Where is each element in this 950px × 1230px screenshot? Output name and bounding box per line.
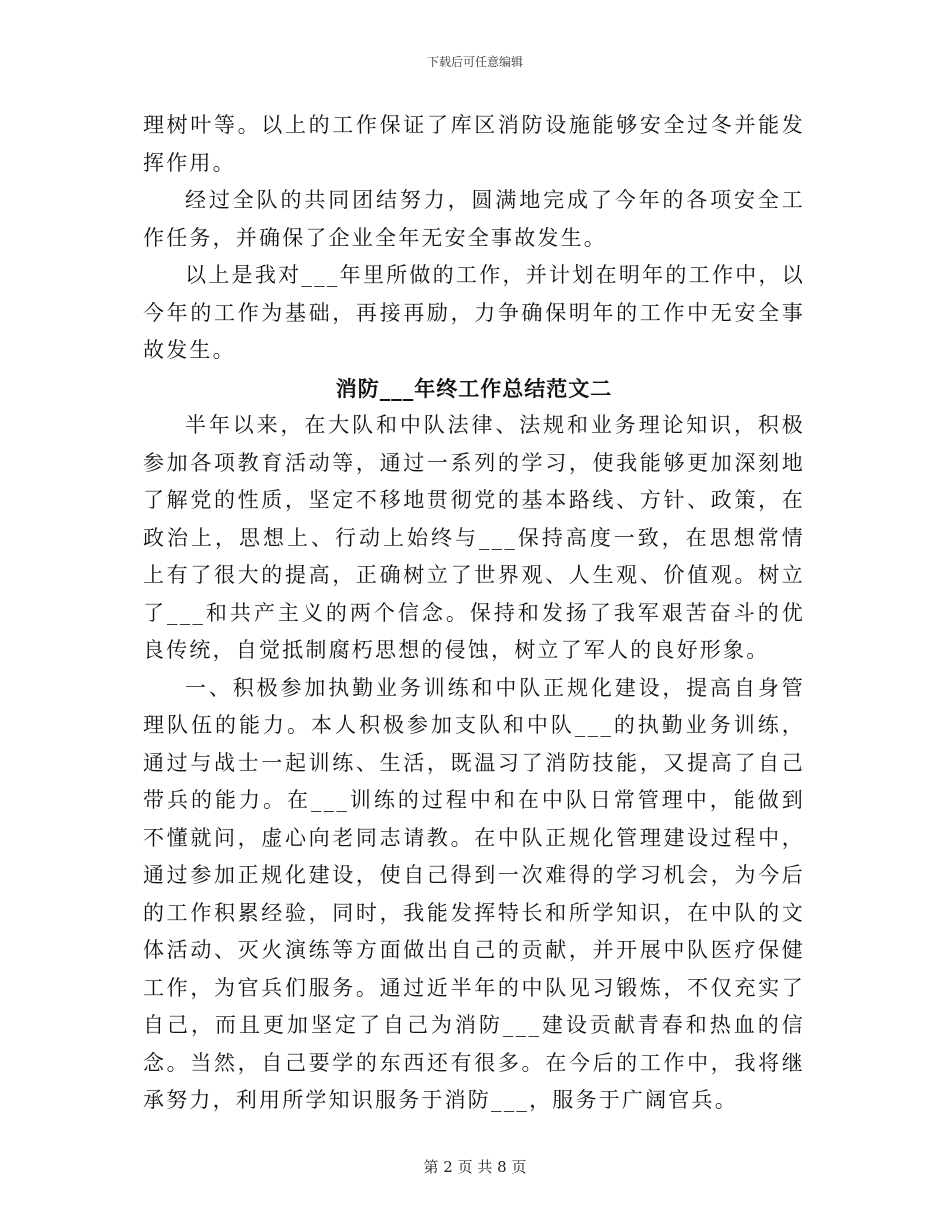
page-number: 第 2 页 共 8 页	[423, 1158, 527, 1176]
section-title: 消防___年终工作总结范文二	[335, 375, 613, 401]
paragraph-team-effort: 经过全队的共同团结努力，圆满地完成了今年的各项安全工作任务，并确保了企业全年无安全事故发生。	[143, 188, 805, 250]
paragraph-summary: 以上是我对___年里所做的工作，并计划在明年的工作中，以今年的工作为基础，再接再励，力争确保明年的工作中无安全事故发生。	[143, 263, 805, 362]
document-body	[143, 107, 805, 1120]
paragraph-continuation: 理树叶等。以上的工作保证了库区消防设施能够安全过冬并能发挥作用。	[143, 113, 805, 175]
paragraph-political-study: 半年以来，在大队和中队法律、法规和业务理论知识，积极参加各项教育活动等，通过一系列的学习，使我能够更加深刻地了解党的性质，坚定不移地贯彻党的基本路线、方针、政策，在政治上，思想上、行动上始终与___保持高度一致，在思想常情上有了很大的提高，正确树立了世界观、人生观、价值观。树立了___和共产主义的两个信念。保持和发扬了我军艰苦奋斗的优良传统，自觉抵制腐朽思想的侵蚀，树立了军人的良好形象。	[143, 413, 805, 662]
page-header-note: 下载后可任意编辑	[426, 55, 523, 69]
paragraph-training: 一、积极参加执勤业务训练和中队正规化建设，提高自身管理队伍的能力。本人积极参加支队和中队___的执勤业务训练，通过与战士一起训练、生活，既温习了消防技能，又提高了自己带兵的能力。在___训练的过程中和在中队日常管理中，能做到不懂就问，虚心向老同志请教。在中队正规化管理建设过程中，通过参加正规化建设，使自己得到一次难得的学习机会，为今后的工作积累经验，同时，我能发挥特长和所学知识，在中队的文体活动、灭火演练等方面做出自己的贡献，并开展中队医疗保健工作，为官兵们服务。通过近半年的中队见习锻炼，不仅充实了自己，而且更加坚定了自己为消防___建设贡献青春和热血的信念。当然，自己要学的东西还有很多。在今后的工作中，我将继承努力，利用所学知识服务于消防___，服务于广阔官兵。	[143, 675, 805, 1112]
